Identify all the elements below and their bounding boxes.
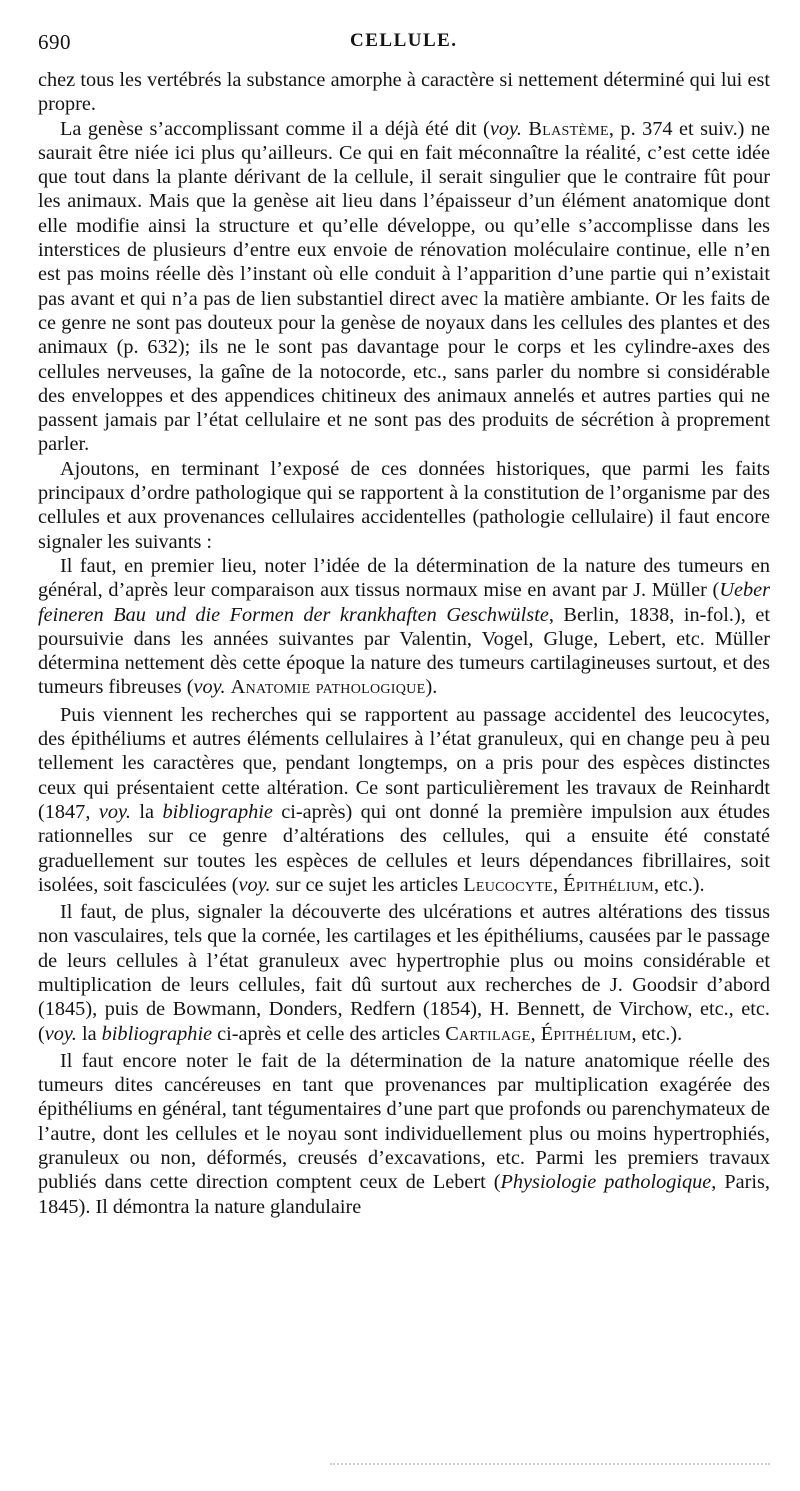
paragraph [38, 554, 770, 700]
paragraph [38, 117, 770, 457]
running-title: CELLULE. [350, 30, 458, 51]
paragraph [38, 68, 770, 117]
italic-text: voy. [489, 117, 522, 140]
text-run: , [552, 873, 564, 896]
italic-text: Physiologie pathologique [500, 1171, 712, 1194]
text-run: ci-après et celle des articles [212, 1022, 446, 1045]
body-text [38, 68, 770, 1219]
document-page [38, 24, 770, 1219]
text-run: ci-après) qui ont donné la première impulsion aux études rationnelles sur ce genre d’altérations des cellules, qui a ensuite été constaté graduellement sur toutes les espèces de cellules et leurs dépendances fibrillaires, soit isolées, soit fasciculées ( [38, 800, 770, 896]
text-run: la [76, 1022, 102, 1045]
italic-text: voy. [44, 1022, 77, 1045]
paragraph [38, 457, 770, 554]
paragraph [38, 1049, 770, 1219]
text-run: Il faut encore noter le fait de la détermination de la nature anatomique réelle des tumeurs dites cancéreuses en tant que provenances par multiplication exagérée des épithéliums en général, tant tégumentaires d’une part que profonds ou parenchymateux de l’autre, dont les cellules et le noyau sont individuellement plus ou moins hypertrophiés, granuleux ou non, déformés, creusés d’excavations, etc. Parmi les premiers travaux publiés dans cette direction comptent ceux de Lebert ( [38, 1049, 770, 1194]
text-run: Puis viennent les recherches qui se rapportent au passage accidentel des leucocytes, des épithéliums et autres éléments cellulaires à l’état granuleux, qui en change peu à peu tellement les caractères que, pendant longtemps, on a pris pour des espèces distinctes ceux qui présentaient cette altération. Ce sont particulièrement les travaux de Reinhardt (1847, [38, 703, 770, 823]
text-run: , etc.). [653, 873, 705, 896]
text-run: , Berlin, 1838, in-fol.), et poursuivie dans les années suivantes par Valentin, Vogel, Gluge, Lebert, etc. Müller détermina nettement dès cette époque la nature des tumeurs cartilagineuses surtout, et des tumeurs fibreuses ( [38, 603, 770, 699]
text-run: ). [425, 676, 438, 699]
small-caps-text: Cartilage [445, 1022, 531, 1045]
text-run: chez tous les vertébrés la substance amorphe à caractère si nettement déterminé qui lui est propre. [38, 69, 770, 116]
italic-text: Ueber feineren Bau und die Formen der krankhaften Geschwülste [38, 579, 770, 626]
italic-text: voy. [98, 800, 131, 823]
italic-text: voy. [193, 676, 226, 699]
text-run: , p. 374 et suiv.) ne saurait être niée ici plus qu’ailleurs. Ce qui en fait méconnaître la réalité, c’est cette idée que tout dans la plante dérivant de la cellule, il serait singulier que le contraire fût pour les animaux. Mais que la genèse ait lieu dans l’épaisseur d’un élément anatomique dont elle modifie ainsi la structure et qu’elle développe, ou qu’elle s’accomplisse dans les interstices de plusieurs d’entre eux envoie de rénovation moléculaire continue, elle n’en est pas moins réelle dès l’instant où elle conduit à l’apparition d’une partie qui n’existait pas avant et qui n’a pas de lien substantiel direct avec la matière ambiante. Or les faits de ce genre ne sont pas douteux pour la genèse de noyaux dans les cellules des plantes et des animaux (p. 632); ils ne le sont pas davantage pour le corps et les cylindre-axes des cellules nerveuses, la gaîne de la notocorde, etc., sans parler du nombre si considérable des enveloppes et des appendices chitineux des animaux annelés et autres parties qui ne passent jamais par l’état cellulaire et ne sont pas des produits de sécrétion à proprement parler. [38, 117, 770, 456]
page-number: 690 [38, 30, 71, 54]
text-run: , [530, 1022, 541, 1045]
text-run: La genèse s’accomplissant comme il a déjà été dit ( [60, 117, 490, 140]
text-run: la [130, 800, 163, 823]
small-caps-text: Épithélium [540, 1022, 632, 1045]
small-caps-text: Épithélium [563, 873, 654, 896]
text-run: Il faut, en premier lieu, noter l’idée de la détermination de la nature des tumeurs en général, d’après leur comparaison aux tissus normaux mise en avant par J. Müller ( [38, 554, 770, 602]
italic-text: bibliographie [162, 800, 273, 823]
text-run: Ajoutons, en terminant l’exposé de ces données historiques, que parmi les faits principaux d’ordre pathologique qui se rapportent à la constitution de l’organisme par des cellules et aux provenances cellulaires accidentelles (pathologie cellulaire) il faut encore signaler les suivants : [38, 457, 770, 553]
italic-text: bibliographie [101, 1022, 213, 1045]
text-run: sur ce sujet les articles [270, 873, 464, 896]
bleed-through-residue [330, 1463, 770, 1468]
italic-text: voy. [238, 873, 271, 896]
paragraph [38, 703, 770, 897]
text-run: Il faut, de plus, signaler la découverte des ulcérations et autres altérations des tissus non vasculaires, tels que la cornée, les cartilages et les épithéliums, causées par le passage de leurs cellules à l’état granuleux avec hypertrophie plus ou moins considérable et multiplication de leurs cellules, fait dû surtout aux recherches de J. Goodsir d’abord (1845), puis de Bowmann, Donders, Redfern (1854), H. Bennett, de Virchow, etc., etc. ( [38, 901, 770, 1045]
page-header [38, 24, 770, 52]
small-caps-text: Anatomie pathologique [230, 676, 426, 699]
text-run: , etc.). [631, 1022, 683, 1045]
paragraph [38, 900, 770, 1046]
text-run: , Paris, 1845). Il démontra la nature glandulaire [38, 1171, 770, 1218]
small-caps-text: Leucocyte [463, 873, 553, 896]
small-caps-text: Blastème [528, 117, 609, 140]
